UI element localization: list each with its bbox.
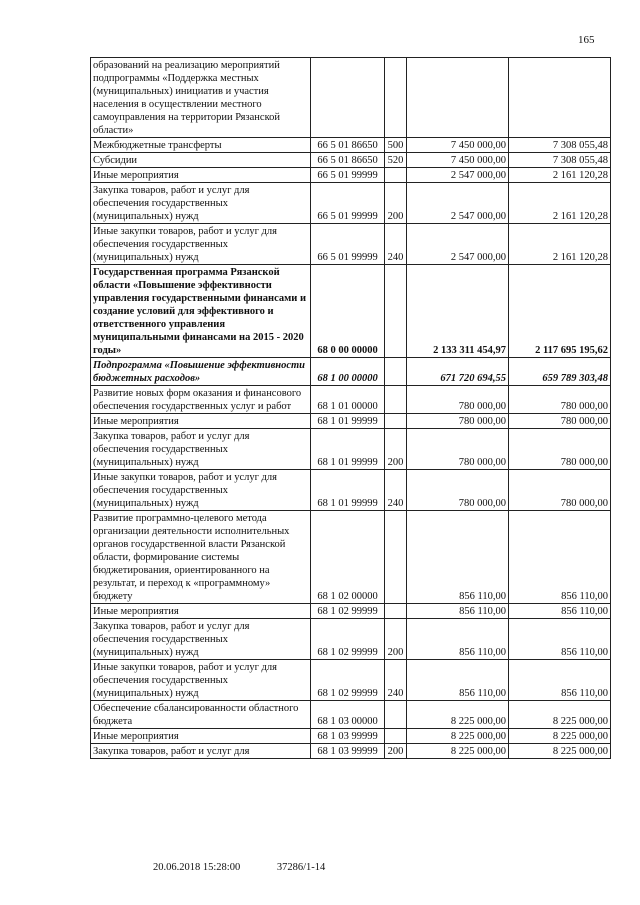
- row-planned-sum: 780 000,00: [407, 470, 509, 511]
- row-expense-type: [385, 386, 407, 414]
- row-name: Развитие программно-целевого метода организации деятельности исполнительных органов государственной власти Рязанской области, формирование системы бюджетирования, ориентированного на результат, и переход к «программному» бюджету: [91, 511, 311, 604]
- table-row: [91, 744, 611, 759]
- row-expense-type: [385, 358, 407, 386]
- row-code: 66 5 01 86650: [311, 138, 385, 153]
- row-name: Иные мероприятия: [91, 604, 311, 619]
- row-executed-sum: 7 308 055,48: [509, 153, 611, 168]
- table-row: [91, 224, 611, 265]
- table-row: [91, 470, 611, 511]
- row-executed-sum: 780 000,00: [509, 470, 611, 511]
- row-executed-sum: 8 225 000,00: [509, 729, 611, 744]
- row-planned-sum: 2 547 000,00: [407, 224, 509, 265]
- row-planned-sum: [407, 58, 509, 138]
- table-row: [91, 168, 611, 183]
- row-expense-type: [385, 414, 407, 429]
- row-code: 68 1 02 99999: [311, 604, 385, 619]
- row-name: Иные закупки товаров, работ и услуг для обеспечения государственных (муниципальных) нужд: [91, 224, 311, 265]
- row-code: 68 1 02 00000: [311, 511, 385, 604]
- row-code: 68 1 03 99999: [311, 744, 385, 759]
- row-planned-sum: 7 450 000,00: [407, 153, 509, 168]
- row-name: Обеспечение сбалансированности областного бюджета: [91, 701, 311, 729]
- row-name: Закупка товаров, работ и услуг для обеспечения государственных (муниципальных) нужд: [91, 619, 311, 660]
- row-executed-sum: 2 161 120,28: [509, 183, 611, 224]
- row-planned-sum: 7 450 000,00: [407, 138, 509, 153]
- row-expense-type: [385, 604, 407, 619]
- row-expense-type: 240: [385, 660, 407, 701]
- row-expense-type: 240: [385, 470, 407, 511]
- row-code: 68 0 00 00000: [311, 265, 385, 358]
- row-planned-sum: 856 110,00: [407, 619, 509, 660]
- table-row: [91, 729, 611, 744]
- page-number: 165: [578, 34, 595, 46]
- table-row: [91, 183, 611, 224]
- row-executed-sum: 856 110,00: [509, 511, 611, 604]
- row-code: 68 1 03 00000: [311, 701, 385, 729]
- row-name: Иные закупки товаров, работ и услуг для обеспечения государственных (муниципальных) нужд: [91, 470, 311, 511]
- row-name: образований на реализацию мероприятий подпрограммы «Поддержка местных (муниципальных) инициатив и участия населения в осуществлении местного самоуправления на территории Рязанской области»: [91, 58, 311, 138]
- row-expense-type: 200: [385, 619, 407, 660]
- table-row: [91, 358, 611, 386]
- row-executed-sum: 856 110,00: [509, 660, 611, 701]
- row-expense-type: [385, 265, 407, 358]
- row-executed-sum: 856 110,00: [509, 619, 611, 660]
- row-name: Закупка товаров, работ и услуг для: [91, 744, 311, 759]
- table-row: [91, 429, 611, 470]
- row-expense-type: 200: [385, 429, 407, 470]
- footer-doc-id: 37286/1-14: [276, 862, 326, 873]
- table-row: [91, 386, 611, 414]
- footer-datetime: 20.06.2018 15:28:00: [153, 862, 241, 873]
- row-name: Закупка товаров, работ и услуг для обеспечения государственных (муниципальных) нужд: [91, 183, 311, 224]
- table-row: [91, 138, 611, 153]
- table-row: [91, 604, 611, 619]
- row-expense-type: [385, 701, 407, 729]
- row-planned-sum: 856 110,00: [407, 660, 509, 701]
- row-code: 68 1 01 00000: [311, 386, 385, 414]
- row-name: Иные мероприятия: [91, 729, 311, 744]
- row-planned-sum: 2 547 000,00: [407, 183, 509, 224]
- table-row: [91, 511, 611, 604]
- row-planned-sum: 856 110,00: [407, 511, 509, 604]
- budget-table: [90, 57, 611, 759]
- table-row: [91, 619, 611, 660]
- footer: [153, 862, 359, 873]
- row-code: 66 5 01 99999: [311, 224, 385, 265]
- row-planned-sum: 780 000,00: [407, 414, 509, 429]
- row-executed-sum: 2 117 695 195,62: [509, 265, 611, 358]
- row-name: Иные закупки товаров, работ и услуг для обеспечения государственных (муниципальных) нужд: [91, 660, 311, 701]
- row-executed-sum: 780 000,00: [509, 386, 611, 414]
- row-name: Государственная программа Рязанской области «Повышение эффективности управления государственными финансами и создание условий для эффективного и ответственного управления муниципальными финансами на 2015 - 2020 годы»: [91, 265, 311, 358]
- row-expense-type: 520: [385, 153, 407, 168]
- row-executed-sum: 8 225 000,00: [509, 744, 611, 759]
- row-name: Иные мероприятия: [91, 168, 311, 183]
- row-code: 66 5 01 99999: [311, 168, 385, 183]
- row-code: [311, 58, 385, 138]
- row-code: 68 1 01 99999: [311, 470, 385, 511]
- row-executed-sum: 856 110,00: [509, 604, 611, 619]
- row-expense-type: 500: [385, 138, 407, 153]
- row-executed-sum: 7 308 055,48: [509, 138, 611, 153]
- row-name: Развитие новых форм оказания и финансового обеспечения государственных услуг и работ: [91, 386, 311, 414]
- row-name: Иные мероприятия: [91, 414, 311, 429]
- row-expense-type: [385, 58, 407, 138]
- table-row: [91, 701, 611, 729]
- row-planned-sum: 8 225 000,00: [407, 729, 509, 744]
- row-planned-sum: 2 133 311 454,97: [407, 265, 509, 358]
- row-code: 68 1 02 99999: [311, 660, 385, 701]
- row-expense-type: 200: [385, 183, 407, 224]
- row-planned-sum: 8 225 000,00: [407, 701, 509, 729]
- row-planned-sum: 780 000,00: [407, 386, 509, 414]
- row-name: Субсидии: [91, 153, 311, 168]
- row-code: 66 5 01 86650: [311, 153, 385, 168]
- row-expense-type: [385, 168, 407, 183]
- row-executed-sum: 2 161 120,28: [509, 224, 611, 265]
- table-row: [91, 660, 611, 701]
- row-executed-sum: 780 000,00: [509, 429, 611, 470]
- row-planned-sum: 780 000,00: [407, 429, 509, 470]
- row-code: 68 1 01 99999: [311, 414, 385, 429]
- row-code: 68 1 03 99999: [311, 729, 385, 744]
- row-expense-type: [385, 511, 407, 604]
- row-code: 68 1 00 00000: [311, 358, 385, 386]
- row-planned-sum: 671 720 694,55: [407, 358, 509, 386]
- table-row: [91, 58, 611, 138]
- row-executed-sum: 8 225 000,00: [509, 701, 611, 729]
- row-name: Межбюджетные трансферты: [91, 138, 311, 153]
- row-code: 66 5 01 99999: [311, 183, 385, 224]
- row-expense-type: 200: [385, 744, 407, 759]
- row-planned-sum: 8 225 000,00: [407, 744, 509, 759]
- row-executed-sum: [509, 58, 611, 138]
- budget-table-body: [91, 58, 611, 759]
- row-code: 68 1 02 99999: [311, 619, 385, 660]
- row-expense-type: 240: [385, 224, 407, 265]
- row-name: Подпрограмма «Повышение эффективности бюджетных расходов»: [91, 358, 311, 386]
- row-expense-type: [385, 729, 407, 744]
- row-executed-sum: 659 789 303,48: [509, 358, 611, 386]
- row-planned-sum: 2 547 000,00: [407, 168, 509, 183]
- table-row: [91, 265, 611, 358]
- row-executed-sum: 780 000,00: [509, 414, 611, 429]
- row-name: Закупка товаров, работ и услуг для обеспечения государственных (муниципальных) нужд: [91, 429, 311, 470]
- table-row: [91, 153, 611, 168]
- row-planned-sum: 856 110,00: [407, 604, 509, 619]
- table-row: [91, 414, 611, 429]
- row-executed-sum: 2 161 120,28: [509, 168, 611, 183]
- row-code: 68 1 01 99999: [311, 429, 385, 470]
